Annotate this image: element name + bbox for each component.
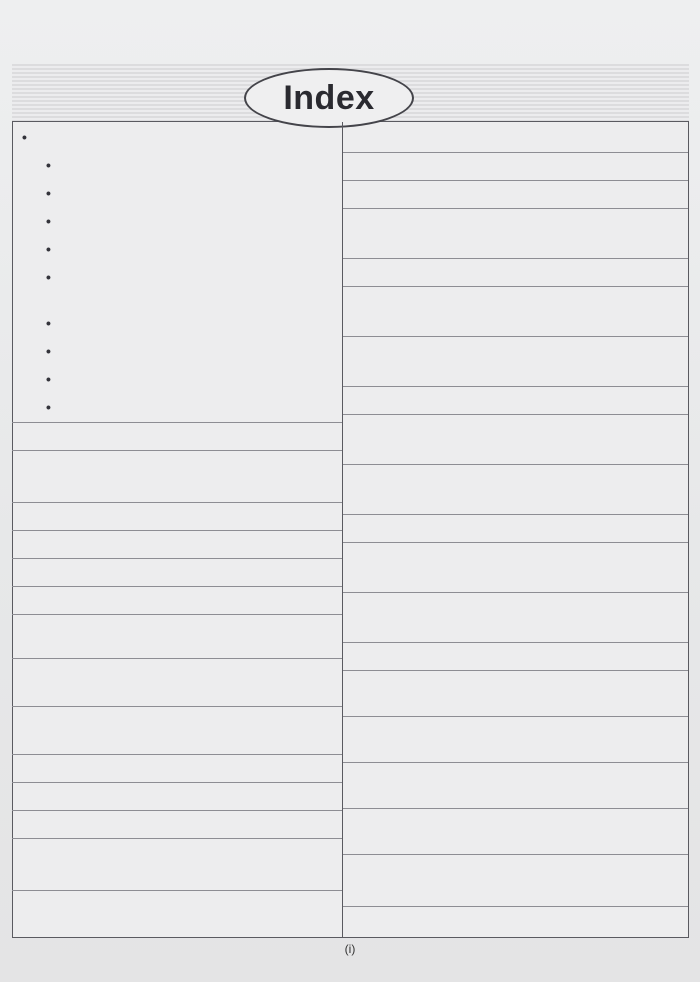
bullet-icon: •	[46, 343, 51, 359]
row-divider	[343, 670, 688, 671]
row-divider	[12, 558, 342, 559]
row-divider	[343, 906, 688, 907]
row-divider	[343, 258, 688, 259]
row-divider	[343, 514, 688, 515]
row-divider	[343, 414, 688, 415]
row-divider	[12, 450, 342, 451]
row-divider	[343, 592, 688, 593]
row-divider	[343, 336, 688, 337]
index-frame	[12, 64, 689, 938]
bullet-icon: •	[46, 315, 51, 331]
row-divider	[343, 762, 688, 763]
row-divider	[12, 530, 342, 531]
bullet-icon: •	[46, 157, 51, 173]
bullet-icon: •	[46, 241, 51, 257]
row-divider	[12, 838, 342, 839]
page-title: Index	[244, 68, 414, 128]
row-divider	[343, 854, 688, 855]
row-divider	[12, 890, 342, 891]
row-divider	[343, 286, 688, 287]
row-divider	[343, 464, 688, 465]
row-divider	[12, 658, 342, 659]
row-divider	[12, 614, 342, 615]
bullet-icon: •	[22, 129, 27, 145]
column-divider	[342, 122, 343, 938]
row-divider	[12, 706, 342, 707]
bullet-icon: •	[46, 213, 51, 229]
row-divider	[343, 386, 688, 387]
row-divider	[12, 422, 342, 423]
row-divider	[343, 716, 688, 717]
row-divider	[343, 808, 688, 809]
bullet-icon: •	[46, 269, 51, 285]
bullet-icon: •	[46, 399, 51, 415]
row-divider	[343, 642, 688, 643]
row-divider	[12, 782, 342, 783]
row-divider	[12, 754, 342, 755]
row-divider	[343, 542, 688, 543]
row-divider	[12, 502, 342, 503]
bullet-icon: •	[46, 371, 51, 387]
row-divider	[12, 586, 342, 587]
row-divider	[343, 152, 688, 153]
page-number: (i)	[344, 942, 356, 956]
row-divider	[343, 208, 688, 209]
row-divider	[12, 810, 342, 811]
bullet-icon: •	[46, 185, 51, 201]
row-divider	[343, 180, 688, 181]
